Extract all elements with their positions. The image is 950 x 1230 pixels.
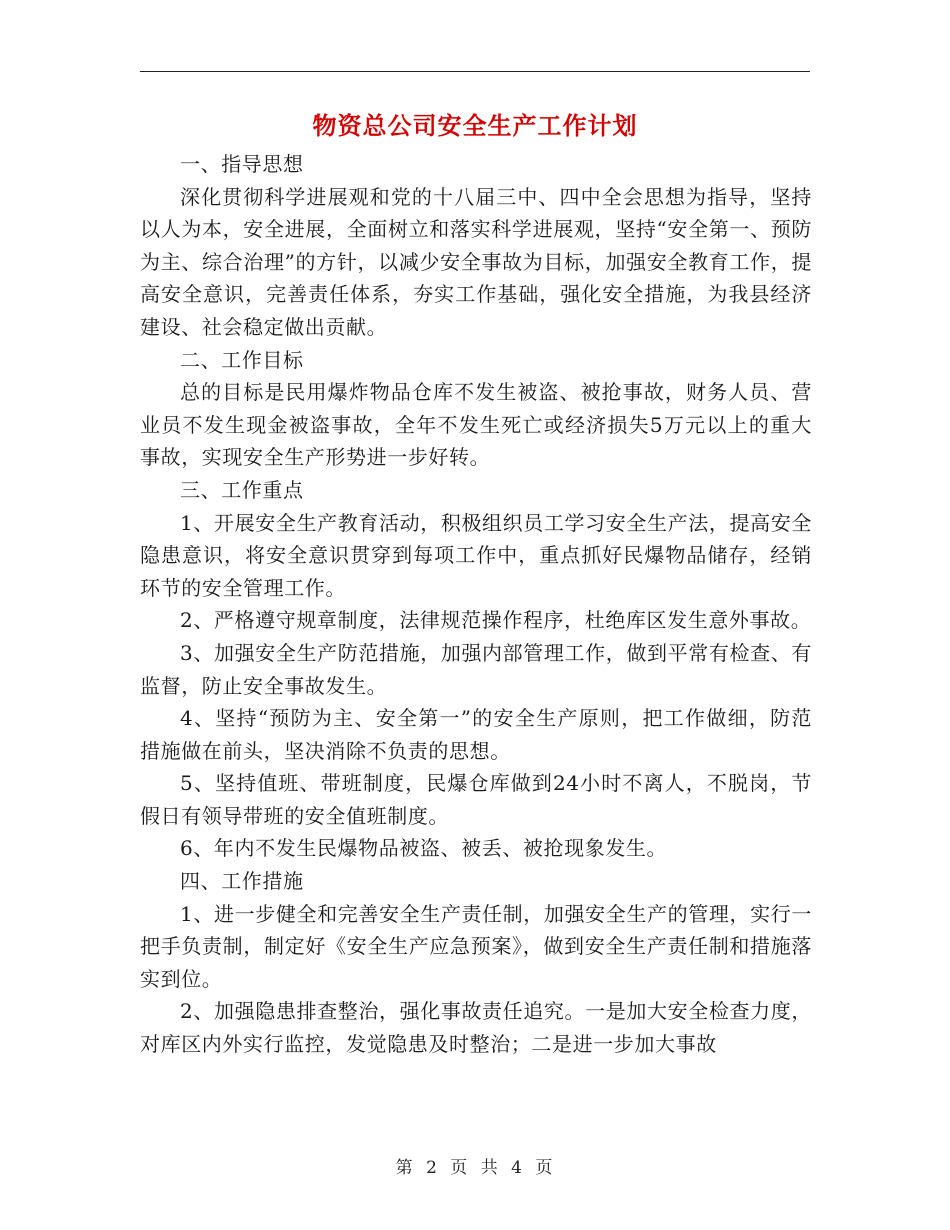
page-footer: [0, 1153, 950, 1178]
document-title: 物资总公司安全生产工作计划: [312, 111, 638, 140]
footer-prefix: 第: [395, 1158, 415, 1178]
paragraph: 3、加强安全生产防范措施，加强内部管理工作，做到平常有检查、有监督，防止安全事故发生。: [140, 640, 812, 698]
header-rule: [140, 71, 810, 72]
footer-total-prefix: 共: [480, 1158, 500, 1178]
paragraph: 深化贯彻科学进展观和党的十八届三中、四中全会思想为指导，坚持以人为本，安全进展，全面树立和落实科学进展观，坚持“安全第一、预防为主、综合治理”的方针，以减少安全事故为目标，加强安全教育工作，提高安全意识，完善责任体系，夯实工作基础，强化安全措施，为我县经济建设、社会稳定做出贡献。: [140, 184, 812, 339]
section-heading: 四、工作措施: [180, 869, 304, 894]
paragraph: 2、加强隐患排查整治，强化事故责任追究。一是加大安全检查力度，对库区内外实行监控，发觉隐患及时整治；二是进一步加大事故: [140, 999, 812, 1057]
paragraph: 4、坚持“预防为主、安全第一”的安全生产原则，把工作做细，防范措施做在前头，坚决消除不负责的思想。: [140, 706, 812, 763]
section-heading: 二、工作目标: [180, 347, 304, 372]
paragraph: 1、进一步健全和完善安全生产责任制，加强安全生产的管理，实行一把手负责制，制定好《安全生产应急预案》，做到安全生产责任制和措施落实到位。: [140, 901, 812, 991]
paragraph: 6、年内不发生民爆物品被盗、被丢、被抢现象发生。: [180, 836, 668, 861]
paragraph: 总的目标是民用爆炸物品仓库不发生被盗、被抢事故，财务人员、营业员不发生现金被盗事故，全年不发生死亡或经济损失5万元以上的重大事故，实现安全生产形势进一步好转。: [140, 380, 812, 470]
document-body: [140, 148, 812, 1061]
total-page-count: 4: [511, 1158, 524, 1178]
footer-suffix: 页: [535, 1158, 555, 1178]
paragraph: 2、严格遵守规章制度，法律规范操作程序，杜绝库区发生意外事故。: [180, 608, 812, 633]
section-heading: 一、指导思想: [180, 152, 304, 176]
paragraph: 5、坚持值班、带班制度，民爆仓库做到24小时不离人，不脱岗，节假日有领导带班的安全值班制度。: [140, 771, 812, 828]
paragraph: 1、开展安全生产教育活动，积极组织员工学习安全生产法，提高安全隐患意识，将安全意识贯穿到每项工作中，重点抓好民爆物品储存，经销环节的安全管理工作。: [140, 510, 812, 600]
section-heading: 三、工作重点: [180, 477, 304, 502]
footer-page-label: 页: [450, 1158, 470, 1178]
current-page-number: 2: [426, 1158, 439, 1178]
